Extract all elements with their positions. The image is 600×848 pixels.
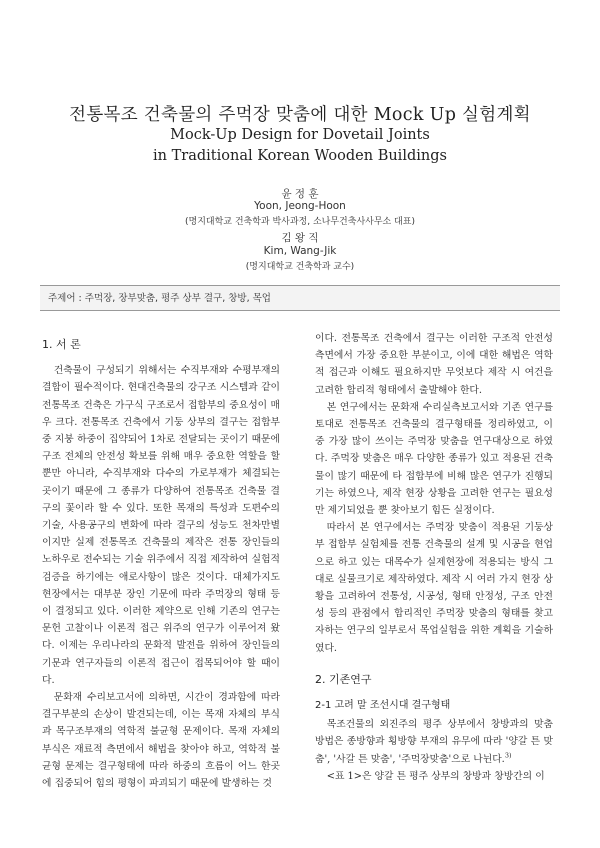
section-2-1-paragraph bbox=[315, 716, 553, 768]
author-1-affiliation: (명지대학교 건축학과 박사과정, 소나무건축사사무소 대표) bbox=[185, 217, 415, 227]
section-2-1-paragraph-text: 목조건물의 외진주의 평주 상부에서 창방과의 맞춤 방법은 종방향과 횡방향 부재의 유무에 따라 '양갈 튼 맞춤', '사갈 튼 맞춤', '주먹장맞춤'으로 나뉜다. bbox=[315, 719, 553, 765]
keywords-box bbox=[40, 285, 560, 311]
keywords-text: 주제어 : 주먹장, 장부맞춤, 평주 상부 결구, 창방, 목업 bbox=[48, 293, 271, 304]
footnote-ref: 3) bbox=[504, 751, 512, 760]
paper-title-korean: 전통목조 건축물의 주먹장 맞춤에 대한 Mock Up 실험계획 bbox=[69, 105, 531, 125]
intro-paragraph-1: 건축물이 구성되기 위해서는 수직부재와 수평부재의 결합이 필수적이다. 현대건축물의 강구조 시스템과 같이 전통목조 건축은 가구식 구조로서 접합부의 중요성이 매우 크다. 전통목조 건축에서 기둥 상부의 결구는 접합부 중 지붕 하중이 집약되어 1차로 전달되는 곳이기 때문에 구조 전체의 안전성 확보를 위해 매우 중요한 역할을 할 뿐만 아니라, 수직부재와 다수의 가로부재가 체결되는 곳이기 때문에 그 종류가 다양하여 전통목조 건축물 결구의 꽃이라 할 수 있다. 또한 목재의 특성과 도편수의 기술, 사용공구의 변화에 따라 결구의 성능도 천차만별이지만 실제 전통목조 건축물의 제작은 전통 장인들의 노하우로 전수되는 기술 위주에서 직접 제작하여 실험적 검증을 하기에는 애로사항이 많은 것이다. 대체가지도 현장에서는 대부분 장인 기문에 따라 주먹장의 형태 등이 결정되고 있다. 이러한 제약으로 인해 기존의 연구는 문헌 고찰이나 이론적 접근 위주의 연구가 이루어져 왔다. 이제는 우리나라의 문화적 발전을 위하여 장인들의 기문과 연구자들의 이론적 접근이 접목되어야 할 때이다. bbox=[42, 365, 280, 686]
author-2-affiliation: (명지대학교 건축학과 교수) bbox=[245, 262, 355, 272]
section-2-1-heading: 2-1 고려 말 조선시대 결구형태 bbox=[315, 700, 451, 712]
section-1-heading: 1. 서 론 bbox=[42, 338, 81, 351]
intro-paragraph-2-continued: 이다. 전통목조 건축에서 결구는 이러한 구조적 안전성 측면에서 가장 중요한 부분이고, 이에 대한 해법은 역학적 접근과 이해도 필요하지만 무엇보다 제작 시 여건을 고려한 합리적 형태에서 출발해야 한다. bbox=[315, 333, 553, 396]
intro-paragraph-4: 따라서 본 연구에서는 주먹장 맞춤이 적용된 기둥상부 접합부 실험체를 전통 건축물의 설계 및 시공을 현업으로 하고 있는 대목수가 실제현장에 적용되는 방식 그대로 실물크기로 제작하였다. 제작 시 여러 가지 현장 상황을 고려하여 전통성, 시공성, 형태 안정성, 구조 안전성 등의 관점에서 합리적인 주먹장 맞춤의 형태를 찾고자하는 연구의 일부로서 목업실험을 위한 계획을 기술하였다. bbox=[315, 522, 553, 654]
left-column bbox=[42, 336, 280, 792]
author-1-name-korean: 윤 정 훈 bbox=[281, 188, 319, 200]
intro-paragraph-2: 문화재 수리보고서에 의하면, 시간이 경과함에 따라 결구부분의 손상이 발견되는데, 이는 목재 자체의 부식과 목구조부재의 역학적 불균형 문제이다. 목재 자체의 부식은 재료적 측면에서 해법을 찾아야 하고, 역학적 불균형 문제는 결구형태에 따라 하중의 흐름이 어느 한곳에 집중되어 힘의 평형이 파괴되기 때문에 발생하는 것 bbox=[42, 692, 280, 790]
intro-paragraph-3: 본 연구에서는 문화재 수리실측보고서와 기존 연구를 토대로 전통목조 건축물의 결구형태를 정리하였고, 이 중 가장 많이 쓰이는 주먹장 맞춤을 연구대상으로 하였다. 주먹장 맞춤은 매우 다양한 종류가 있고 적용된 건축물이 많기 때문에 타 접합부에 비해 많은 연구가 진행되기는 하였으나, 제작 현장 상황을 고려한 연구는 필요성만 제기되었을 뿐 찾아보기 힘든 실정이다. bbox=[315, 401, 553, 517]
author-1-name-english: Yoon, Jeong-Hoon bbox=[254, 200, 346, 212]
right-column bbox=[315, 330, 553, 785]
author-2-name-english: Kim, Wang-Jik bbox=[263, 245, 337, 257]
section-2-heading: 2. 기존연구 bbox=[315, 672, 372, 686]
paper-title-english-line1: Mock-Up Design for Dovetail Joints bbox=[170, 127, 430, 143]
section-2-1-last-line: <표 1>은 양갈 튼 평주 상부의 창방과 창방간의 이 bbox=[326, 770, 545, 782]
author-2-name-korean: 김 왕 직 bbox=[281, 232, 319, 244]
paper-title-english-line2: in Traditional Korean Wooden Buildings bbox=[153, 148, 447, 164]
